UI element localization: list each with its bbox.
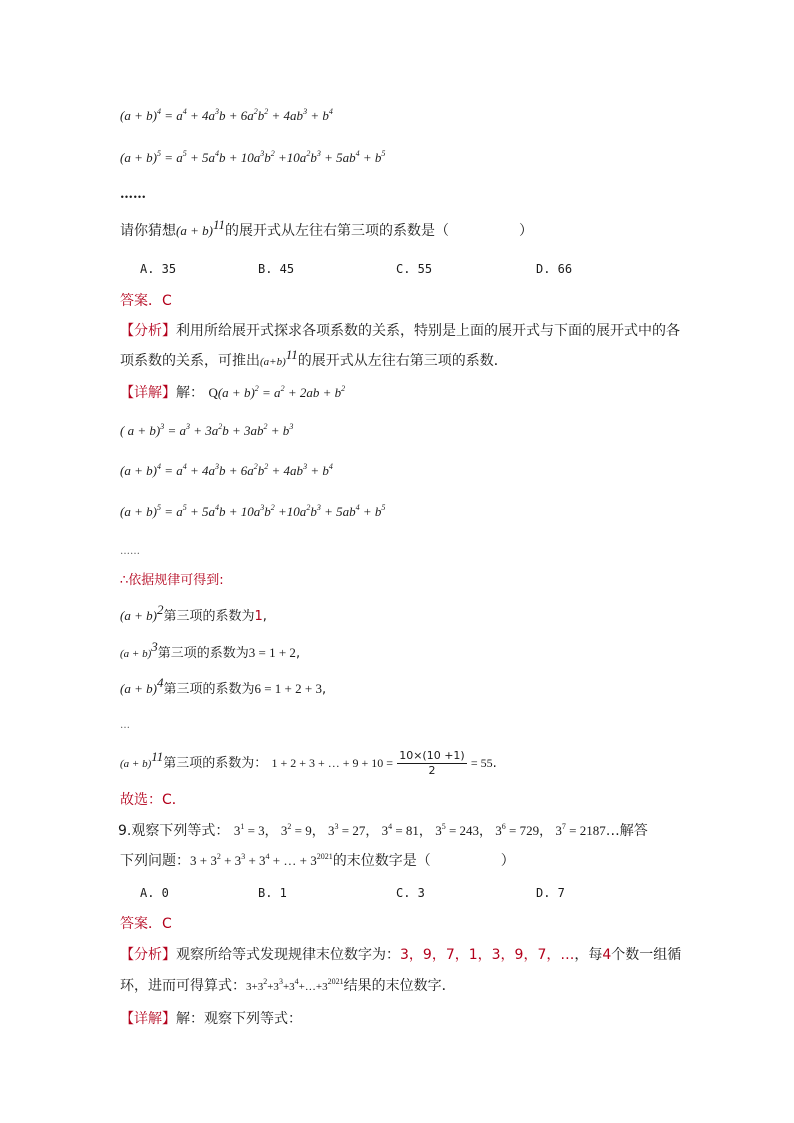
q8-option-a[interactable]: A. 35 bbox=[140, 262, 177, 276]
q9-option-a[interactable]: A. 0 bbox=[140, 886, 169, 900]
q8-detail-4: $(a + b)^4 = a^4 + 4a^3b + 6a^2b^2 + 4ab^3 + b^4$ bbox=[120, 462, 333, 478]
q9-stem-line1: 9.观察下列等式： $3^1 = 3$， $3^2 = 9$， $3^3 = 27$， $3^4 = 81$， $3^5 = 243$， $3^6 = 729$， $3^7$ = 2187…解答 bbox=[118, 822, 648, 839]
q8-rule-3: $(a + b)^3$第三项的系数为3 = 1 + 2, bbox=[120, 639, 301, 661]
q9-option-c[interactable]: C. 3 bbox=[396, 886, 425, 900]
q9-option-d[interactable]: D. 7 bbox=[536, 886, 565, 900]
q9-stem-line2: 下列问题：$3 + 3^2 + 3^3 + 3^4$ + … + $3^{2021}$的末位数字是（ ） bbox=[120, 852, 515, 869]
q8-analysis-line2: 项系数的关系，可推出$(a+b)^{11}$的展开式从左往右第三项的系数． bbox=[120, 347, 508, 369]
q9-analysis-line1: 【分析】观察所给等式发现规律末位数字为：3，9，7，1，3，9，7，…，每4个数一组循 bbox=[120, 947, 682, 963]
q8-detail-ellipsis: …… bbox=[120, 546, 140, 557]
q8-detail-5: $(a + b)^5 = a^5 + 5a^4b + 10a^3b^2 +10a^2b^3 + 5ab^4 + b^5$ bbox=[120, 503, 386, 519]
q8-option-d[interactable]: D. 66 bbox=[536, 262, 573, 276]
fraction: $\frac{10\times(10 +1)}{2}$ bbox=[399, 749, 465, 777]
q8-detail-cube: ( $a + b)^3 = a^3 + 3a^2b + 3ab^2 + b^3$ bbox=[120, 422, 294, 438]
q8-rule-4: $(a + b)^4$第三项的系数为6 = 1 + 2 + 3, bbox=[120, 675, 327, 697]
q9-analysis-line2: 环，进而可得算式：$3+3^2+3^3+3^4+\dots+3^{2021}$结果的末位数字． bbox=[120, 977, 456, 994]
q9-detail: 【详解】解：观察下列等式： bbox=[120, 1011, 302, 1027]
q9-option-b[interactable]: B. 1 bbox=[258, 886, 287, 900]
expansion-5-top: $(a + b)^5 = a^5 + 5a^4b + 10a^3b^2 +10a^2b^3 + 5ab^4 + b^5$ bbox=[120, 149, 386, 165]
q8-rule-ellipsis: … bbox=[120, 720, 130, 731]
q8-option-c[interactable]: C. 55 bbox=[396, 262, 433, 276]
q9-answer: 答案．C bbox=[120, 916, 172, 932]
q8-choice: 故选：C． bbox=[120, 792, 186, 808]
q8-rule: ∴依据规律可得到: bbox=[120, 573, 224, 588]
q8-detail-lead: 【详解】解： $Q(a + b)^2 = a^2 + 2ab + b^2$ bbox=[120, 384, 346, 401]
q8-analysis-line1: 【分析】利用所给展开式探求各项系数的关系，特别是上面的展开式与下面的展开式中的各 bbox=[120, 323, 680, 339]
q8-stem: 请你猜想$(a + b)^{11}$的展开式从左往右第三项的系数是（ ） bbox=[120, 217, 533, 239]
ellipsis-top: …… bbox=[120, 187, 146, 202]
q8-option-b[interactable]: B. 45 bbox=[258, 262, 295, 276]
q8-rule-2: $(a + b)^2$第三项的系数为1, bbox=[120, 602, 267, 624]
q8-answer: 答案．C bbox=[120, 293, 172, 309]
expansion-4-top: $(a + b)^4 = a^4 + 4a^3b + 6a^2b^2 + 4ab^3 + b^4$ bbox=[120, 107, 333, 123]
q8-rule-11: $(a + b)^{11}$第三项的系数为： 1 + 2 + 3 + … + 9 + 10 = $\frac{10\times(10 +1)}{2}$ = 55. bbox=[120, 749, 497, 777]
